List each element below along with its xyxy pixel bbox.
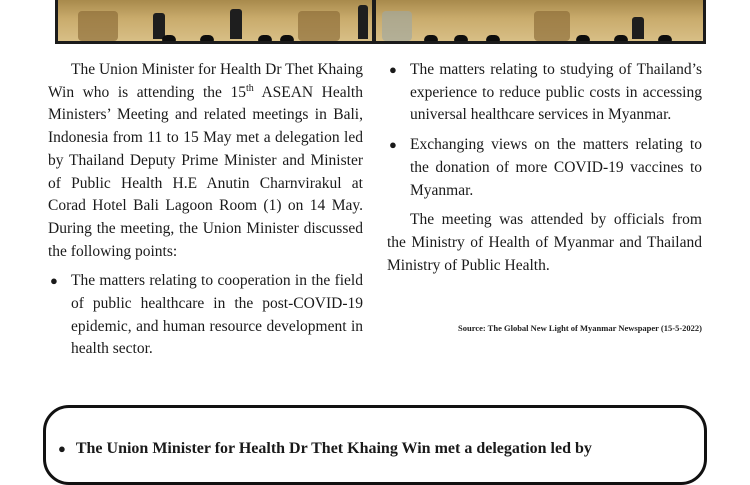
summary-box-text: ● The Union Minister for Health Dr Thet Khaing Win met a delegation led by bbox=[58, 440, 592, 457]
article-left-column bbox=[48, 59, 363, 361]
point-item: ● The matters relating to cooperation in the field of public healthcare in the post-COVID-19 epidemic, and human resource development in health sector. bbox=[50, 272, 363, 358]
point-item: ● The matters relating to studying of Thailand’s experience to reduce public costs in accessing universal healthcare services in Myanmar. bbox=[389, 61, 702, 124]
right-photo bbox=[376, 0, 703, 41]
article-right-column bbox=[387, 59, 702, 277]
source-citation: Source: The Global New Light of Myanmar Newspaper (15-5-2022) bbox=[458, 323, 702, 333]
article-intro: The Union Minister for Health Dr Thet Khaing Win who is attending the 15th ASEAN Health Ministers’ Meeting and related meetings in Bali, Indonesia from 11 to 15 May met a delegation led by Thailand Deputy Prime Minister and Minister of Public Health H.E Anutin Charnvirakul at Corad Hotel Bali Lagoon Room (1) on 14 May. During the meeting, the Union Minister discussed the following points: bbox=[48, 61, 363, 260]
left-photo bbox=[58, 0, 372, 41]
photo-strip bbox=[55, 0, 706, 44]
point-item: ● Exchanging views on the matters relating to the donation of more COVID-19 vaccines to Myanmar. bbox=[389, 136, 702, 199]
article-closing: The meeting was attended by officials from the Ministry of Health of Myanmar and Thailand Ministry of Public Health. bbox=[387, 211, 702, 274]
